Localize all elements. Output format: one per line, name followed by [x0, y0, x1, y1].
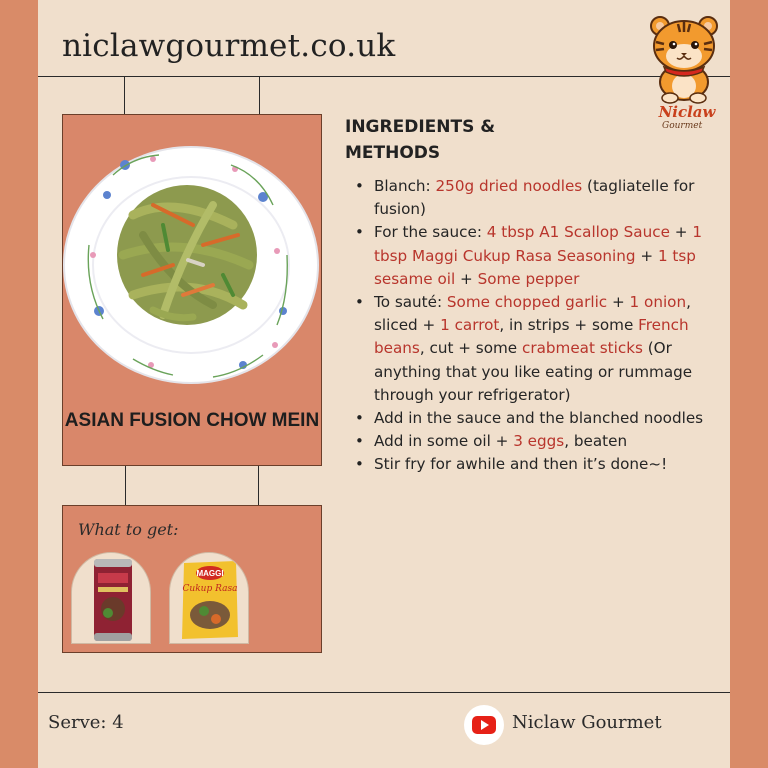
connector-line: [124, 77, 125, 114]
connector-line: [258, 466, 259, 505]
plate-of-chow-mein: [63, 135, 323, 405]
logo-sub: Gourmet: [662, 121, 703, 131]
ingredient-highlight: 1 onion: [629, 293, 687, 312]
ingredient-text: For the sauce:: [374, 223, 487, 242]
ingredient-text: Blanch:: [374, 177, 436, 195]
ingredient-text: +: [669, 223, 693, 242]
ingredient-text: To sauté:: [374, 293, 447, 312]
ingredient-highlight: 250g dried noodles: [435, 177, 583, 195]
ingredient-highlight: 1 tbsp Maggi Cukup Rasa Seasoning: [374, 223, 702, 265]
recipe-box: [62, 114, 322, 466]
ingredient-text: , sliced +: [374, 293, 691, 335]
ingredient-highlight: 1 carrot: [440, 316, 500, 335]
ingredient-step: [355, 430, 715, 453]
ingredient-text: +: [635, 246, 658, 265]
ingredient-highlight: Some pepper: [477, 269, 580, 288]
ingredients-heading: INGREDIENTS & METHODS: [345, 117, 496, 163]
what-to-get-title: What to get:: [78, 520, 179, 539]
ingredient-text: , cut + some: [419, 339, 522, 358]
ingredient-text: , beaten: [564, 432, 628, 451]
logo-brand: Niclaw: [658, 103, 716, 121]
ingredient-text: Add in some oil +: [374, 432, 514, 451]
ingredient-highlight: 3 eggs: [513, 432, 565, 451]
what-to-get-box: [62, 505, 322, 653]
ingredient-highlight: 4 tbsp A1 Scallop Sauce: [486, 223, 670, 242]
youtube-icon[interactable]: [464, 705, 504, 745]
ingredient-step: [355, 175, 715, 221]
ingredient-text: Stir fry for awhile and then it’s done~!: [374, 455, 668, 474]
recipe-title: ASIAN FUSION CHOW MEIN: [64, 410, 320, 431]
maggi-logo: MAGGI: [196, 569, 224, 578]
ingredient-text: Add in the sauce and the blanched noodles: [374, 409, 704, 428]
ingredient-highlight: 1 tsp sesame oil: [374, 246, 696, 288]
ingredients-list: [355, 175, 715, 477]
ingredient-highlight: Some chopped garlic: [446, 293, 608, 312]
ingredient-step: [355, 453, 715, 476]
ingredient-highlight: crabmeat sticks: [521, 339, 643, 358]
ingredient-text: (Or anything that you like eating or rummage through your refrigerator): [374, 339, 693, 404]
site-title[interactable]: niclawgourmet.co.uk: [62, 28, 396, 64]
ingredient-step: [355, 407, 715, 430]
ingredient-text: , in strips + some: [499, 316, 639, 335]
serve-count: Serve: 4: [48, 712, 124, 733]
pack-label: Cukup Rasa: [182, 584, 238, 594]
ingredient-text: +: [455, 269, 478, 288]
can-icon[interactable]: [71, 552, 151, 644]
connector-line: [125, 466, 126, 505]
seasoning-pack-icon[interactable]: [169, 552, 249, 644]
ingredient-step: [355, 221, 715, 291]
ingredient-step: [355, 291, 715, 407]
ingredient-text: +: [607, 293, 630, 312]
header-divider: [38, 76, 730, 77]
ingredient-text: (tagliatelle for fusion): [374, 177, 695, 219]
youtube-channel-link[interactable]: Niclaw Gourmet: [512, 712, 662, 733]
footer-divider: [38, 692, 730, 693]
ingredient-highlight: French beans: [374, 316, 689, 358]
connector-line: [259, 77, 260, 114]
